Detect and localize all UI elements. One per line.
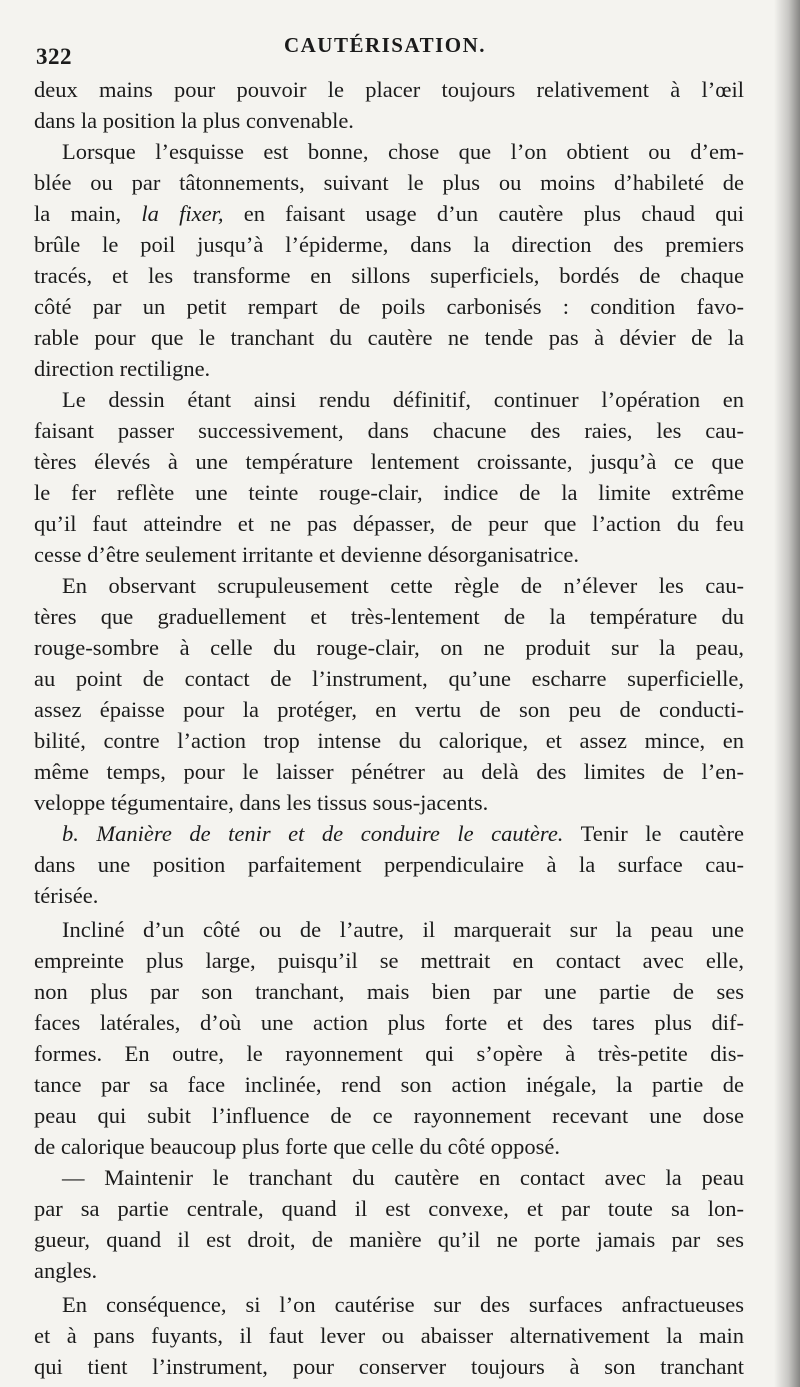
- text-line: faces latérales, d’où une action plus forte et des tares plus dif-: [34, 1010, 744, 1035]
- text-line: le fer reflète une teinte rouge-clair, indice de la limite extrême: [34, 480, 744, 505]
- text-line: qu’il faut atteindre et ne pas dépasser, de peur que l’action du feu: [34, 511, 744, 536]
- text-line: cesse d’être seulement irritante et devienne désorganisatrice.: [34, 542, 579, 567]
- text-line: tères que graduellement et très-lentement de la température du: [34, 604, 744, 629]
- text-line: direction rectiligne.: [34, 356, 211, 381]
- body-text: [34, 74, 744, 1382]
- text-line: qui tient l’instrument, pour conserver toujours à son tranchant: [34, 1354, 744, 1379]
- text-line: térisée.: [34, 883, 99, 908]
- text-line: tères élevés à une température lentement croissante, jusqu’à ce que: [34, 449, 744, 474]
- text-line: Incliné d’un côté ou de l’autre, il marquerait sur la peau une: [62, 917, 744, 942]
- text-line: En observant scrupuleusement cette règle de n’élever les cau-: [62, 573, 744, 598]
- text-line: bilité, contre l’action trop intense du calorique, et assez mince, en: [34, 728, 744, 753]
- text-line: assez épaisse pour la protéger, en vertu de son peu de conducti-: [34, 697, 744, 722]
- text-line: au point de contact de l’instrument, qu’une escharre superficielle,: [34, 666, 744, 691]
- text-line: par sa partie centrale, quand il est convexe, et par toute sa lon-: [34, 1196, 744, 1221]
- text-line: non plus par son tranchant, mais bien par une partie de ses: [34, 979, 744, 1004]
- text-line: — Maintenir le tranchant du cautère en contact avec la peau: [62, 1165, 744, 1190]
- page-number: 322: [36, 44, 72, 69]
- text-line: tracés, et les transforme en sillons superficiels, bordés de chaque: [34, 263, 744, 288]
- text-line: Le dessin étant ainsi rendu définitif, continuer l’opération en: [62, 387, 744, 412]
- text-line: En conséquence, si l’on cautérise sur des surfaces anfractueuses: [62, 1292, 744, 1317]
- text-line: tance par sa face inclinée, rend son action inégale, la partie de: [34, 1072, 744, 1097]
- text-line: dans la position la plus convenable.: [34, 108, 354, 133]
- text-line: [34, 818, 744, 849]
- text-line: empreinte plus large, puisqu’il se mettrait en contact avec elle,: [34, 948, 744, 973]
- text-line: deux mains pour pouvoir le placer toujours relativement à l’œil: [34, 77, 744, 102]
- text-line: rable pour que le tranchant du cautère ne tende pas à dévier de la: [34, 325, 744, 350]
- text-line: dans une position parfaitement perpendiculaire à la surface cau-: [34, 852, 744, 877]
- text-line: même temps, pour le laisser pénétrer au delà des limites de l’en-: [34, 759, 744, 784]
- text-line: Lorsque l’esquisse est bonne, chose que l’on obtient ou d’em-: [62, 139, 744, 164]
- text-line: de calorique beaucoup plus forte que celle du côté opposé.: [34, 1134, 561, 1159]
- text-line: blée ou par tâtonnements, suivant le plus ou moins d’habileté de: [34, 170, 744, 195]
- text-line: formes. En outre, le rayonnement qui s’opère à très-petite dis-: [34, 1041, 744, 1066]
- text-line: peau qui subit l’influence de ce rayonnement recevant une dose: [34, 1103, 744, 1128]
- subsection-heading: b. Manière de tenir et de conduire le cautère.: [62, 821, 564, 846]
- text-line: brûle le poil jusqu’à l’épiderme, dans la direction des premiers: [34, 232, 744, 257]
- text-line: angles.: [34, 1258, 98, 1283]
- text-line: rouge-sombre à celle du rouge-clair, on ne produit sur la peau,: [34, 635, 744, 660]
- running-title: CAUTÉRISATION.: [283, 33, 487, 57]
- text-line: faisant passer successivement, dans chacune des raies, les cau-: [34, 418, 744, 443]
- italic-phrase: la fixer,: [141, 201, 224, 226]
- line-segment: Tenir le cautère: [580, 821, 744, 846]
- text-line: veloppe tégumentaire, dans les tissus sous-jacents.: [34, 790, 489, 815]
- text-line: et à pans fuyants, il faut lever ou abaisser alternativement la main: [34, 1323, 744, 1348]
- page-edge-shadow: [774, 0, 800, 1387]
- text-line: [34, 198, 744, 229]
- line-segment: en faisant usage d’un cautère plus chaud qui: [243, 201, 744, 226]
- text-line: gueur, quand il est droit, de manière qu’il ne porte jamais par ses: [34, 1227, 744, 1252]
- text-line: côté par un petit rempart de poils carbonisés : condition favo-: [34, 294, 744, 319]
- line-segment: la main,: [34, 201, 122, 226]
